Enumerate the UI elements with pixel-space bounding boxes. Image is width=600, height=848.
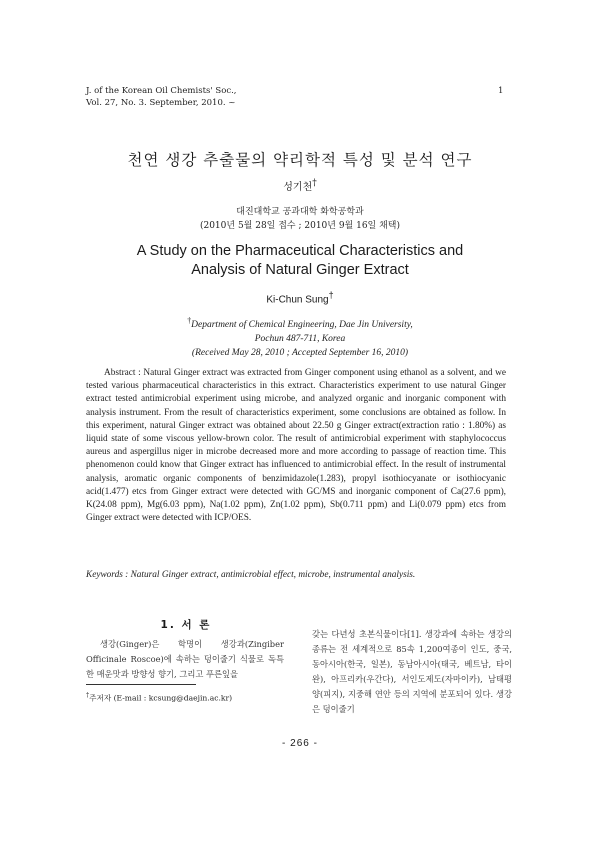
affiliation-dagger: †: [187, 316, 192, 325]
footnote-rule: [86, 684, 196, 685]
english-title-line-2: Analysis of Natural Ginger Extract: [191, 262, 409, 278]
english-affiliation-line-2: Pochun 487-711, Korea: [254, 334, 346, 345]
english-affiliation-line-1: Department of Chemical Engineering, Dae Jin University,: [191, 320, 413, 331]
korean-affiliation-dept: 대진대학교 공과대학 화학공학과: [236, 207, 364, 217]
journal-line-2: Vol. 27, No. 3. September, 2010. ~: [86, 98, 236, 108]
english-title: [0, 242, 600, 280]
korean-title: 천연 생강 추출물의 약리학적 특성 및 분석 연구: [127, 151, 473, 169]
abstract-paragraph: Abstract : Natural Ginger extract was extracted from Ginger component using ethanol as a solvent, and we tested various pharmaceutical characteristics in this extract. Characteristics experiment to use natural Ginger extract tested antimicrobial experiment using microbe, and analyzed organic and inorganic component with analysis instrument. From the result of characteristics experiment, some conclusions are obtained as follow. In this experiment, natural Ginger extract was obtained about 22.50 g Ginger extract(extraction ratio : 1.80%) as liquid state of some viscous yellow-brown color. The result of antimicrobial experiment with staphylococcus aureus and aspergillus niger in microbe decreased more and more according to passage of reaction time. This phenomenon could know that Ginger extract has influenced to antimicrobial effect. In the result of instrumental analysis, aromatic organic components of benzimidazole(1.283), propyl isothiocyanate or isothiocyanic acid(1.477) etcs from Ginger extract were detected with GC/MS and inorganic component of Ca(27.6 ppm), K(24.08 ppm), Mg(6.03 ppm), Na(1.02 ppm), Zn(1.02 ppm), Sb(0.711 ppm) and Li(0.079 ppm) etcs from Ginger extract were detected with ICP/OES.: [86, 368, 506, 524]
corner-page-number: 1: [498, 86, 504, 96]
footnote-dagger: †: [86, 692, 90, 699]
footnote-text: 주저자 (E-mail : kcsung@daejin.ac.kr): [89, 693, 233, 703]
english-received-dates: (Received May 28, 2010 ; Accepted September 16, 2010): [191, 348, 409, 359]
keywords: Keywords : Natural Ginger extract, antimicrobial effect, microbe, instrumental analysis.: [86, 570, 416, 580]
footnote: [86, 692, 286, 704]
english-title-line-1: A Study on the Pharmaceutical Characteristics and: [136, 243, 464, 259]
korean-author-name: 성기천: [283, 182, 313, 193]
english-author: [0, 290, 600, 305]
journal-line-1: J. of the Korean Oil Chemists' Soc.,: [86, 86, 237, 96]
section-title-introduction: 1. 서 론: [160, 619, 212, 631]
english-affiliation: [0, 314, 600, 360]
page-number: - 266 -: [282, 738, 318, 749]
english-author-name: Ki-Chun Sung: [266, 294, 329, 306]
english-author-dagger: †: [328, 290, 334, 300]
korean-affiliation: [0, 205, 600, 233]
body-left-column: 생강(Ginger)은 학명이 생강과(Zingiber Officinale Roscoe)에 속하는 덩이줄기 식물로 독특한 매운맛과 방향성 향기, 그리고 푸른잎을: [86, 639, 284, 679]
korean-author: [0, 178, 600, 193]
journal-citation: [86, 85, 237, 109]
korean-dates: (2010년 5월 28일 접수 ; 2010년 9월 16일 채택): [199, 221, 401, 231]
body-right-column: 갖는 다년성 초본식물이다[1]. 생강과에 속하는 생강의 종류는 전 세계적으로 85속 1,200여종이 인도, 중국, 동아시아(한국, 일본), 동남아시아(태국, 베트남, 타이완), 아프리카(우간다), 서인도제도(자마이카), 남태평양(피지), 지중해 연안 등의 지역에 분포되어 있다. 생강은 덩이줄기: [312, 629, 512, 714]
author-dagger: †: [312, 178, 317, 189]
